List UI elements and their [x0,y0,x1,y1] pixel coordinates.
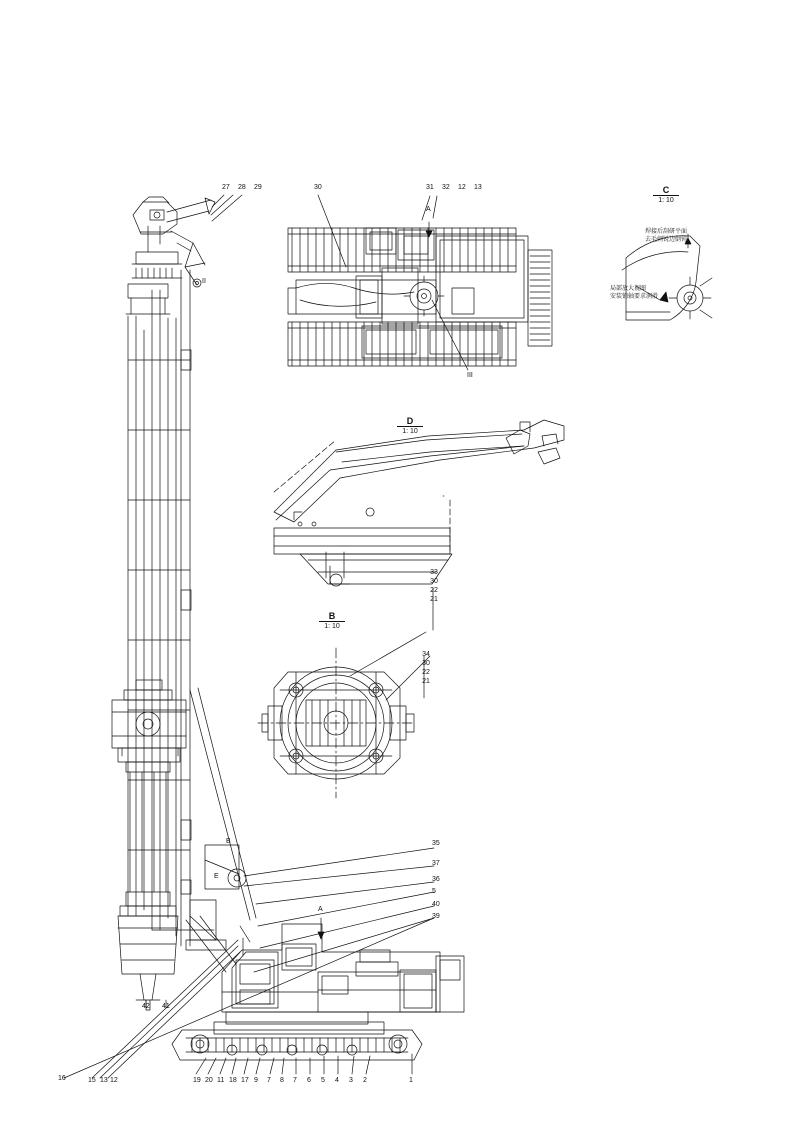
view-title-c-letter: C [662,185,670,195]
top-plan-view [288,195,552,370]
balloon-29: 29 [254,184,262,191]
balloon-27: 27 [222,184,230,191]
balloon-20: 20 [205,1077,213,1084]
balloon-32: 32 [442,184,450,191]
balloon-30-b: 30 [430,578,438,585]
balloon-13-bottom: 13 [100,1077,108,1084]
mark-e-detail: E [214,873,219,880]
note-pin-lubrication: 安装销轴要求润滑 [610,294,659,300]
mark-b-left: B [226,838,231,845]
balloon-33: 33 [430,569,438,576]
note-local-enlarged-view: 局部放大视图 [610,286,647,292]
balloon-column-upper-b [426,568,442,604]
balloon-12-bottom: 12 [110,1077,118,1084]
balloon-18: 18 [229,1077,237,1084]
balloon-7b: 7 [293,1077,297,1084]
machine-side-view [172,916,464,1060]
view-c-detail [622,234,712,320]
view-title-b [317,612,347,631]
balloon-5-mid: 5 [432,888,436,895]
balloon-37: 37 [432,860,440,867]
balloon-39: 39 [432,913,440,920]
balloon-22-b2: 22 [422,669,430,676]
view-title-b-scale: 1: 10 [324,623,340,630]
balloon-15: 15 [88,1077,96,1084]
balloon-28: 28 [238,184,246,191]
balloon-column-lower-b [418,650,434,686]
balloon-40: 40 [432,901,440,908]
balloon-8: 8 [280,1077,284,1084]
balloon-36: 36 [432,876,440,883]
mark-a-top: A [426,206,431,213]
mast-assembly [112,197,256,1010]
note-deburr: 去毛刺锐边倒钝 [645,237,688,243]
leader-lines [64,195,434,1078]
view-title-c-scale: 1: 10 [658,197,674,204]
balloon-1: 1 [409,1077,413,1084]
balloon-16: 16 [58,1075,66,1082]
balloon-19: 19 [193,1077,201,1084]
view-b-detail [258,632,430,798]
balloon-35: 35 [432,840,440,847]
view-title-d [395,417,425,436]
balloon-3: 3 [349,1077,353,1084]
balloon-22-b: 22 [430,587,438,594]
balloon-21-b: 21 [430,596,438,603]
mark-a-bottom: A [318,906,323,913]
balloon-17: 17 [241,1077,249,1084]
balloon-21-b2: 21 [422,678,430,685]
view-title-d-letter: D [406,416,414,426]
balloon-12-top: 12 [458,184,466,191]
balloon-7a: 7 [267,1077,271,1084]
view-title-b-letter: B [328,611,336,621]
balloon-30-top: 30 [314,184,322,191]
balloon-5-bottom: 5 [321,1077,325,1084]
balloon-9: 9 [254,1077,258,1084]
view-title-d-scale: 1: 10 [402,428,418,435]
balloon-34: 34 [422,651,430,658]
balloon-2: 2 [363,1077,367,1084]
note-weld-surface: 焊接后刮研平面 [645,229,688,235]
balloon-4: 4 [335,1077,339,1084]
balloon-41: 41 [162,1003,170,1010]
balloon-11: 11 [217,1077,225,1084]
balloon-13-top: 13 [474,184,482,191]
mark-roman-bottom: III [467,372,473,379]
balloon-42: 42 [142,1003,150,1010]
view-title-c [651,186,681,205]
mark-roman-top: II [202,278,206,285]
balloon-30-b2: 30 [422,660,430,667]
balloon-6: 6 [307,1077,311,1084]
balloon-31: 31 [426,184,434,191]
view-d-detail [274,420,564,586]
